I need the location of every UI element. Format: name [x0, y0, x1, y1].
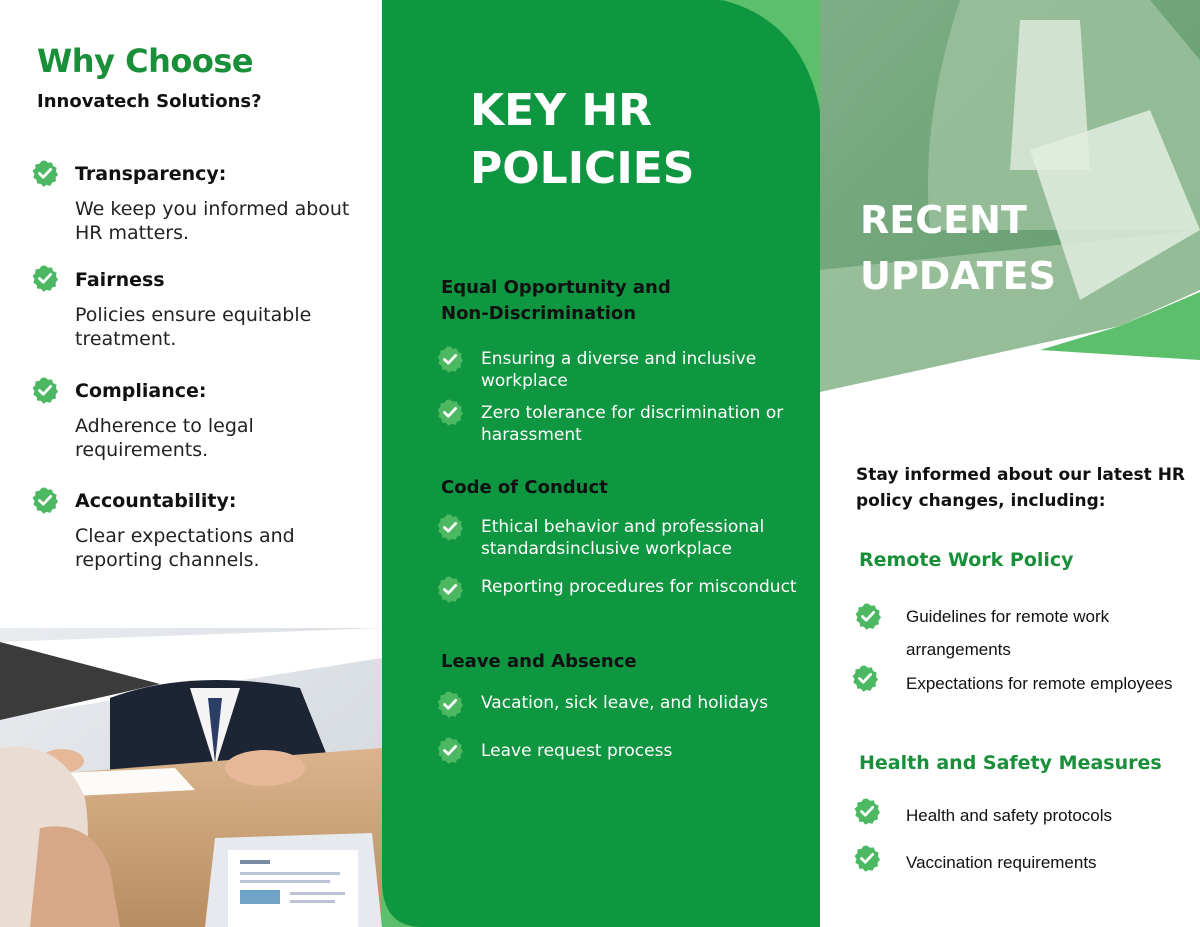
- section-title-remote-work: Remote Work Policy: [859, 549, 1074, 571]
- feature-desc-fairness: Policies ensure equitable treatment.: [75, 304, 312, 350]
- title-line-2: POLICIES: [470, 143, 695, 194]
- update-item: Guidelines for remote work arrangements: [906, 607, 1110, 659]
- update-item: Expectations for remote employees: [906, 674, 1173, 693]
- policy-item: Zero tolerance for discrimination or harassment: [481, 403, 784, 445]
- feature-title-fairness: Fairness: [75, 269, 165, 291]
- key-hr-policies-title: [470, 82, 694, 198]
- why-choose-title: Why Choose: [37, 42, 254, 80]
- recent-updates-panel: [820, 0, 1200, 927]
- section-title-line: Equal Opportunity and: [441, 277, 671, 298]
- why-choose-panel: [0, 0, 382, 927]
- section-title-line: Non-Discrimination: [441, 303, 637, 324]
- check-badge-icon: [436, 398, 464, 426]
- section-title-equal-opportunity: [441, 275, 671, 327]
- feature-title-transparency: Transparency:: [75, 163, 227, 185]
- update-item: Vaccination requirements: [906, 853, 1097, 872]
- feature-desc-transparency: We keep you informed about HR matters.: [75, 198, 350, 244]
- policy-item: Ethical behavior and professional standardsinclusive workplace: [481, 517, 765, 559]
- feature-title-accountability: Accountability:: [75, 490, 237, 512]
- policy-item: Vacation, sick leave, and holidays: [481, 693, 769, 713]
- title-line-2: UPDATES: [860, 254, 1056, 298]
- check-badge-icon: [436, 345, 464, 373]
- feature-desc-compliance: Adherence to legal requirements.: [75, 415, 254, 461]
- title-line-1: RECENT: [860, 198, 1027, 242]
- policy-item: Reporting procedures for misconduct: [481, 577, 797, 597]
- check-badge-icon: [31, 486, 59, 514]
- feature-title-compliance: Compliance:: [75, 380, 207, 402]
- check-badge-icon: [31, 159, 59, 187]
- update-item: Health and safety protocols: [906, 806, 1113, 825]
- recent-updates-title: [860, 192, 1056, 304]
- policy-item: Leave request process: [481, 741, 673, 761]
- check-badge-icon: [31, 376, 59, 404]
- check-badge-icon: [436, 690, 464, 718]
- check-badge-icon: [854, 602, 882, 630]
- title-line-1: KEY HR: [470, 85, 653, 136]
- check-badge-icon: [31, 264, 59, 292]
- feature-desc-accountability: Clear expectations and reporting channels.: [75, 525, 295, 571]
- check-badge-icon: [851, 664, 879, 692]
- section-title-code-of-conduct: Code of Conduct: [441, 477, 608, 498]
- check-badge-icon: [436, 736, 464, 764]
- section-title-health-safety: Health and Safety Measures: [859, 752, 1162, 774]
- check-badge-icon: [853, 844, 881, 872]
- section-title-leave-and-absence: Leave and Absence: [441, 651, 637, 672]
- key-hr-policies-panel: [382, 0, 820, 927]
- check-badge-icon: [853, 797, 881, 825]
- policy-item: Ensuring a diverse and inclusive workplace: [481, 349, 757, 391]
- interview-photo: [0, 628, 382, 927]
- check-badge-icon: [436, 575, 464, 603]
- updates-intro: Stay informed about our latest HR policy changes, including:: [856, 465, 1186, 511]
- why-choose-subtitle: Innovatech Solutions?: [37, 91, 262, 112]
- check-badge-icon: [436, 513, 464, 541]
